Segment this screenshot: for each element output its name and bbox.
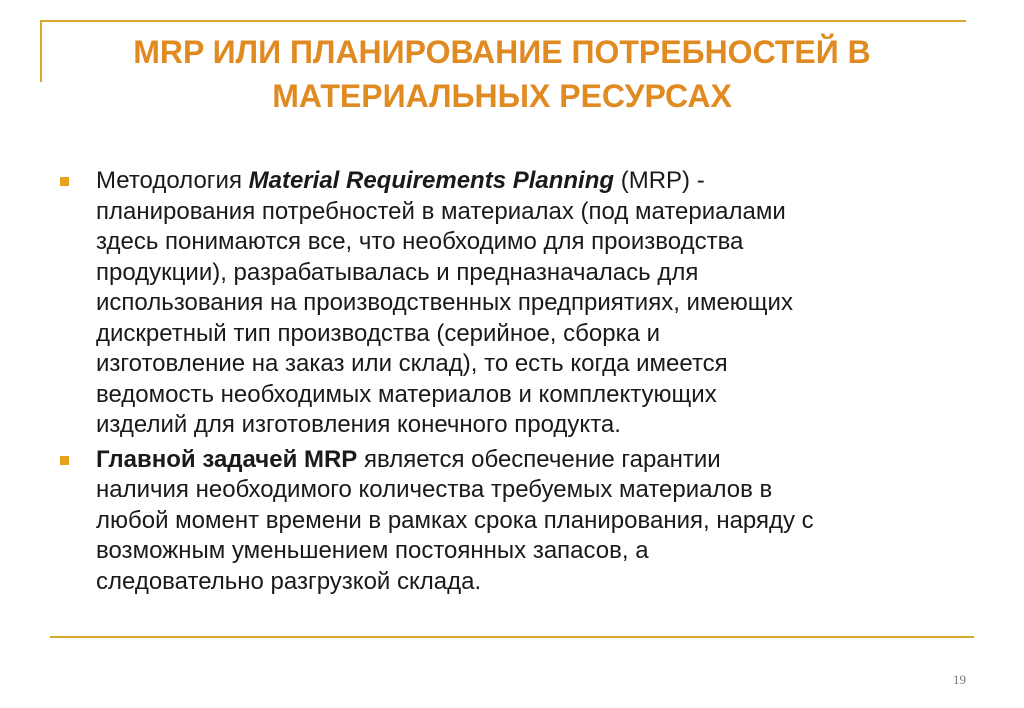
bullet-line: следовательно разгрузкой склада. [96, 567, 482, 595]
bullet-line: любой момент времени в рамках срока планирования, наряду с [96, 506, 814, 534]
square-bullet-icon [60, 456, 69, 465]
page-number: 19 [953, 672, 966, 687]
bullet-list [60, 166, 980, 601]
bullet-line [96, 166, 980, 197]
bullet-line: здесь понимаются все, что необходимо для производства [96, 228, 744, 255]
top-rule [40, 20, 966, 22]
bullet-line: планирования потребностей в материалах (под материалами [96, 197, 786, 225]
left-rule [40, 20, 42, 82]
square-bullet-icon [60, 177, 69, 186]
bullet-line: изделий для изготовления конечного продукта. [96, 411, 621, 438]
bullet-line: наличия необходимого количества требуемых материалов в [96, 476, 773, 503]
title-line-1: MRP ИЛИ ПЛАНИРОВАНИЕ ПОТРЕБНОСТЕЙ В [133, 34, 871, 70]
bullet-line [96, 445, 980, 476]
bullet-after-text: является обеспечение гарантии [357, 445, 721, 473]
bullet-item-main-task [60, 445, 980, 598]
bullet-item-methodology [60, 166, 980, 441]
bullet-emphasis: Material Requirements Planning [248, 167, 615, 194]
bottom-rule [50, 636, 974, 638]
bullet-line: возможным уменьшением постоянных запасов, а [96, 537, 649, 564]
bullet-line: использования на производственных предприятиях, имеющих [96, 289, 793, 316]
bullet-lead-text: Методология [96, 167, 249, 194]
bullet-emphasis: Главной задачей MRP [96, 445, 358, 473]
slide-title [52, 30, 952, 118]
title-line-2: МАТЕРИАЛЬНЫХ РЕСУРСАХ [272, 78, 732, 114]
bullet-line: ведомость необходимых материалов и комплектующих [96, 380, 717, 408]
bullet-line: дискретный тип производства (серийное, сборка и [96, 319, 661, 347]
bullet-after-text: (MRP) - [614, 167, 705, 194]
bullet-line: изготовление на заказ или склад), то есть когда имеется [96, 350, 728, 377]
bullet-line: продукции), разрабатывалась и предназначалась для [96, 258, 699, 286]
